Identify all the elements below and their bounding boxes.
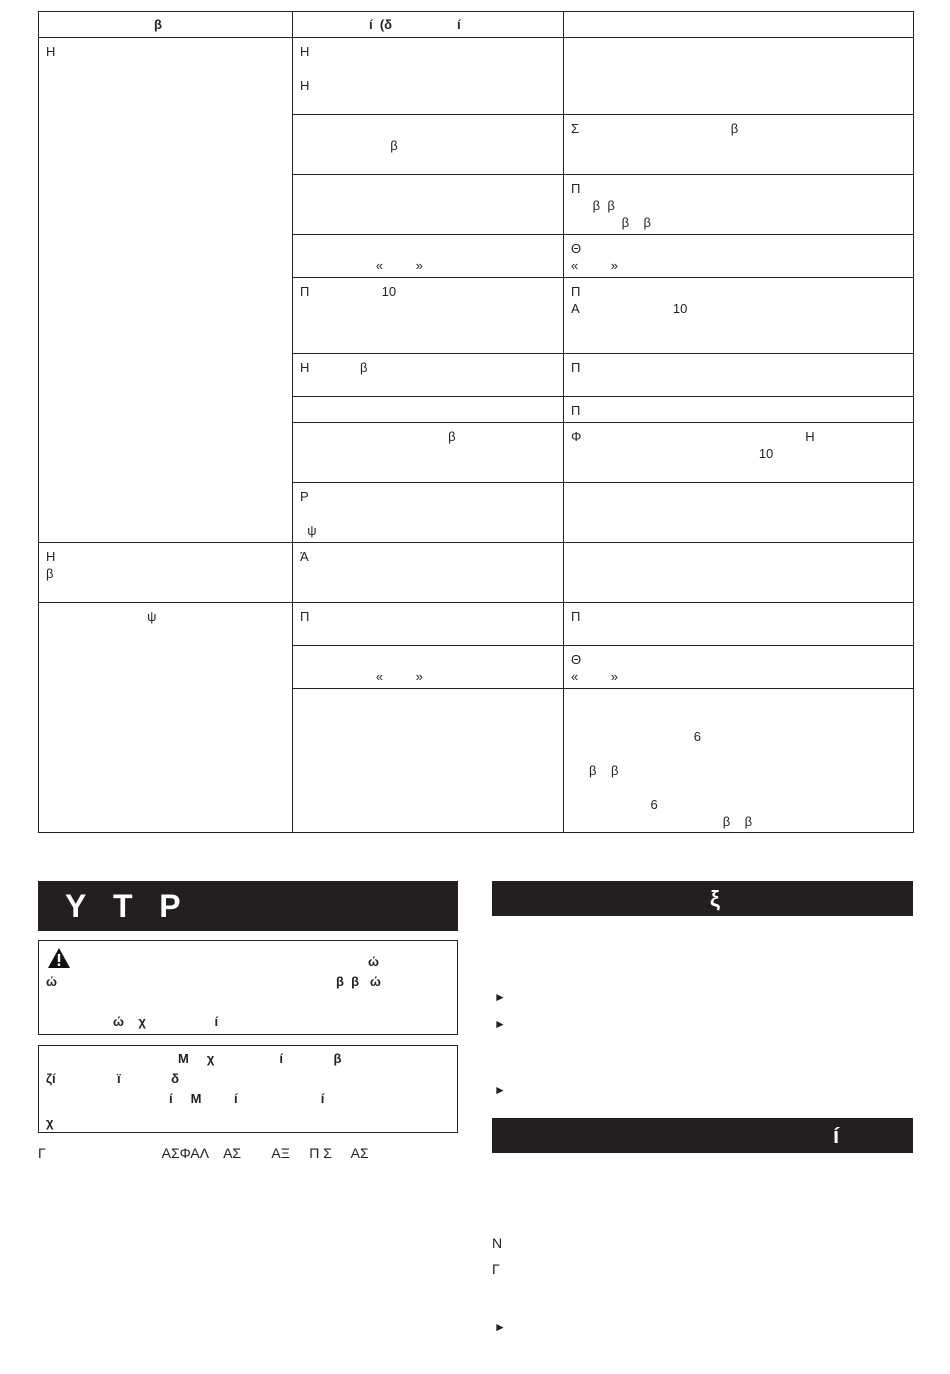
cell-text: Θ <box>571 241 582 256</box>
bullet-arrow-icon: ► <box>494 1320 506 1334</box>
remedy-cell <box>564 543 914 603</box>
info-text-2: ζí ï δ <box>46 1071 180 1086</box>
right-heading-bar-1 <box>492 881 913 916</box>
right-text-g: Γ <box>492 1261 500 1277</box>
remedy-cell <box>564 483 914 543</box>
cell-text: Π <box>571 403 581 418</box>
cell-text: β β <box>571 814 753 829</box>
remedy-cell <box>564 646 914 689</box>
cause-cell <box>293 543 564 603</box>
cell-text: « » <box>571 669 618 684</box>
safety-reference-line: Γ ΑΣΦΑΛ ΑΣ ΑΞ Π Σ ΑΣ <box>38 1145 369 1161</box>
remedy-cell <box>564 38 914 115</box>
cell-text: « » <box>300 258 423 273</box>
cause-cell <box>293 115 564 175</box>
remedy-cell <box>564 235 914 278</box>
cell-text: ψ <box>46 609 157 624</box>
header-remedy <box>564 12 914 38</box>
warning-box <box>38 940 458 1035</box>
cell-text: Η <box>46 44 56 59</box>
remedy-cell <box>564 423 914 483</box>
cell-text: Π 10 <box>300 284 397 299</box>
remedy-cell <box>564 175 914 235</box>
cell-text: β <box>46 566 54 581</box>
cell-text: Π <box>571 284 581 299</box>
cell-text: Π <box>571 360 581 375</box>
cell-text: Α 10 <box>571 301 688 316</box>
warning-text-2: ώ <box>46 974 57 989</box>
symptom-cell <box>39 38 293 543</box>
cell-text: « » <box>571 258 618 273</box>
symptom-cell <box>39 603 293 833</box>
cause-cell <box>293 603 564 646</box>
warning-triangle-icon <box>47 947 71 969</box>
table-row <box>39 543 914 603</box>
cause-cell <box>293 423 564 483</box>
warning-text-3: β β ώ <box>336 974 381 989</box>
info-text-4: χ <box>46 1115 54 1130</box>
cell-text: β β <box>571 198 615 213</box>
maintenance-heading-bar <box>38 881 458 931</box>
cell-text: β β <box>571 763 619 778</box>
table-row <box>39 38 914 115</box>
cell-text: Ρ <box>300 489 309 504</box>
cell-text: Π <box>571 181 581 196</box>
info-box <box>38 1045 458 1133</box>
cause-cell <box>293 235 564 278</box>
right-text-n: Ν <box>492 1235 503 1251</box>
bullet-arrow-icon: ► <box>494 1083 506 1097</box>
header-symptom: β <box>39 12 293 38</box>
remedy-cell <box>564 603 914 646</box>
cell-text: Η <box>46 549 56 564</box>
table-row <box>39 603 914 646</box>
cell-text: β <box>300 429 456 444</box>
cell-text: β <box>300 138 398 153</box>
cause-cell <box>293 397 564 423</box>
cause-cell <box>293 278 564 354</box>
warning-text-1: ώ <box>368 954 379 969</box>
info-text-3: í Μ í í <box>169 1091 325 1106</box>
remedy-cell <box>564 278 914 354</box>
right-heading-1: ξ <box>710 886 720 911</box>
remedy-cell <box>564 115 914 175</box>
cell-text: Θ <box>571 652 582 667</box>
cell-text: ψ <box>300 523 317 538</box>
cause-cell <box>293 38 564 115</box>
cell-text: Η <box>300 78 310 93</box>
cause-cell <box>293 354 564 397</box>
cell-text: 6 <box>571 729 702 744</box>
info-text-1: Μ χ í β <box>178 1051 342 1066</box>
cell-text: Η β <box>300 360 368 375</box>
cell-text: Σ β <box>571 121 739 136</box>
cell-text: Ά <box>300 549 309 564</box>
cell-text: 6 <box>571 797 658 812</box>
bullet-arrow-icon: ► <box>494 1017 506 1031</box>
right-heading-2: í <box>833 1123 840 1148</box>
cause-cell <box>293 646 564 689</box>
remedy-cell <box>564 397 914 423</box>
cell-text: Π <box>300 609 310 624</box>
cell-text: β β <box>571 215 651 230</box>
symptom-cell <box>39 543 293 603</box>
remedy-cell <box>564 354 914 397</box>
cell-text: 10 <box>571 446 774 461</box>
right-heading-bar-2 <box>492 1118 913 1153</box>
bullet-arrow-icon: ► <box>494 990 506 1004</box>
troubleshooting-table <box>38 11 914 833</box>
cell-text: Π <box>571 609 581 624</box>
header-cause: í (δ í <box>293 12 564 38</box>
warning-text-4: ώ χ í <box>113 1014 219 1029</box>
cause-cell <box>293 483 564 543</box>
cause-cell <box>293 689 564 833</box>
cause-cell <box>293 175 564 235</box>
maintenance-heading: Υ Τ Ρ <box>65 888 181 924</box>
cell-text: Η <box>300 44 310 59</box>
remedy-cell <box>564 689 914 833</box>
cell-text: Φ Η <box>571 429 815 444</box>
cell-text: « » <box>300 669 423 684</box>
